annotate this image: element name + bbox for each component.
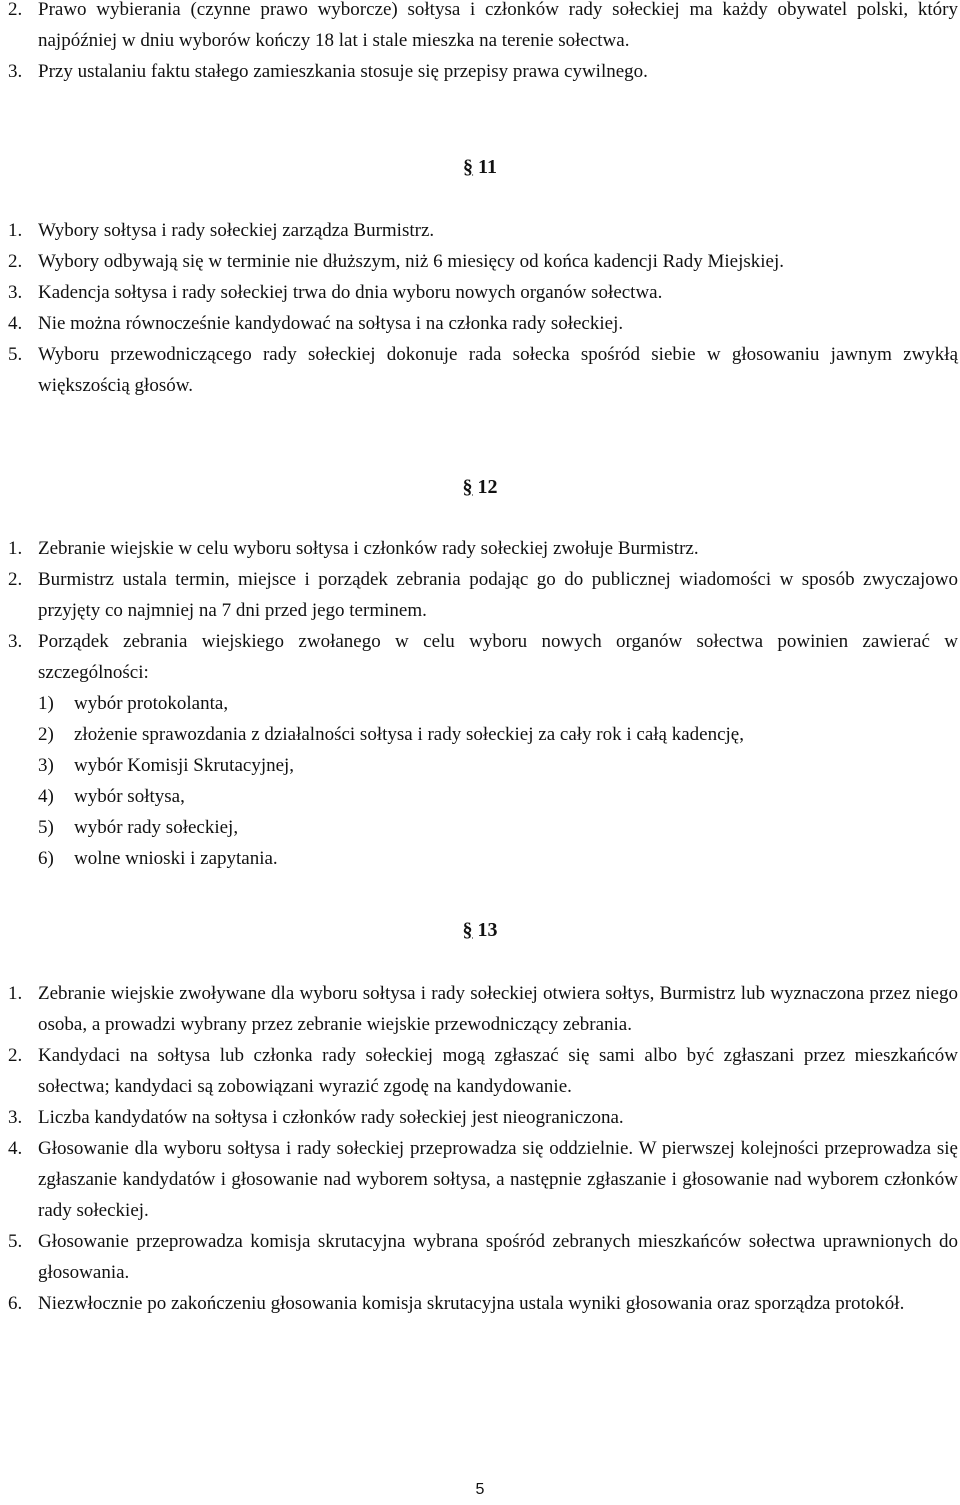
sub-item-number: 2): [38, 724, 54, 745]
item-text: Głosowanie przeprowadza komisja skrutacyjna wybrana spośród zebranych mieszkańców sołectwa uprawnionych do głosowania.: [38, 1231, 958, 1283]
sub-item-number: 4): [38, 786, 54, 807]
sub-list-item: [8, 750, 958, 781]
item-text: Burmistrz ustala termin, miejsce i porządek zebrania podając go do publicznej wiadomości w sposób zwyczajowo przyjęty co najmniej na 7 dni przed jego terminem.: [38, 569, 958, 621]
sub-item-number: 5): [38, 817, 54, 838]
item-text: Nie można równocześnie kandydować na sołtysa i na członka rady sołeckiej.: [38, 313, 624, 334]
sub-list-item: [8, 812, 958, 843]
list-item: [8, 564, 958, 626]
item-number: 1.: [8, 220, 23, 241]
item-text: Zebranie wiejskie w celu wyboru sołtysa i członków rady sołeckiej zwołuje Burmistrz.: [38, 538, 699, 559]
section-10-continued: [8, 0, 958, 87]
section-number: 13: [477, 919, 498, 941]
item-number: 4.: [8, 313, 23, 334]
list-item: [8, 1040, 958, 1102]
item-number: 3.: [8, 1107, 23, 1128]
item-text: Głosowanie dla wyboru sołtysa i rady sołeckiej przeprowadza się oddzielnie. W pierwszej kolejności przeprowadza się zgłaszanie kandydatów i głosowanie nad wyborem sołtysa, a następnie zgłaszanie i głosowanie nad wyborem członków rady sołeckiej.: [38, 1138, 958, 1221]
section-12-body: [8, 533, 958, 874]
list-item: [8, 978, 958, 1040]
list-item: [8, 1133, 958, 1226]
sub-item-text: wolne wnioski i zapytania.: [74, 848, 278, 869]
item-number: 5.: [8, 344, 23, 365]
sub-item-number: 1): [38, 693, 54, 714]
list-item: [8, 626, 958, 688]
list-item: [8, 246, 958, 277]
item-text: Porządek zebrania wiejskiego zwołanego w celu wyboru nowych organów sołectwa powinien zawierać w szczególności:: [38, 631, 958, 683]
sub-list-item: [8, 719, 958, 750]
sub-item-text: wybór protokolanta,: [74, 693, 229, 714]
sub-item-number: 3): [38, 755, 54, 776]
item-text: Niezwłocznie po zakończeniu głosowania komisja skrutacyjna ustala wyniki głosowania oraz sporządza protokół.: [38, 1293, 905, 1314]
item-number: 1.: [8, 983, 23, 1004]
item-number: 3.: [8, 282, 23, 303]
item-text: Wybory sołtysa i rady sołeckiej zarządza Burmistrz.: [38, 220, 435, 241]
section-11-body: [8, 215, 958, 401]
item-number: 2.: [8, 569, 23, 590]
item-text: Liczba kandydatów na sołtysa i członków rady sołeckiej jest nieograniczona.: [38, 1107, 624, 1128]
item-text: Kadencja sołtysa i rady sołeckiej trwa do dnia wyboru nowych organów sołectwa.: [38, 282, 663, 303]
section-heading-11: [0, 152, 960, 183]
section-symbol: §: [462, 476, 473, 498]
list-item: [8, 277, 958, 308]
list-item: [8, 339, 958, 401]
item-number: 6.: [8, 1293, 23, 1314]
item-number: 3.: [8, 61, 23, 82]
sub-item-number: 6): [38, 848, 54, 869]
section-symbol: §: [463, 156, 474, 178]
list-item: [8, 1226, 958, 1288]
item-number: 5.: [8, 1231, 23, 1252]
sub-list-item: [8, 781, 958, 812]
section-number: 12: [477, 476, 498, 498]
item-number: 2.: [8, 251, 23, 272]
page-number: 5: [475, 1481, 485, 1498]
sub-list-item: [8, 688, 958, 719]
sub-item-text: wybór rady sołeckiej,: [74, 817, 239, 838]
list-item: [8, 1288, 958, 1319]
list-item: [8, 56, 958, 87]
item-text: Zebranie wiejskie zwoływane dla wyboru sołtysa i rady sołeckiej otwiera sołtys, Burmistrz lub wyznaczona przez niego osoba, a prowadzi wybrany przez zebranie wiejskie przewodniczący zebrania.: [38, 983, 958, 1035]
item-text: Przy ustalaniu faktu stałego zamieszkania stosuje się przepisy prawa cywilnego.: [38, 61, 648, 82]
item-text: Wybory odbywają się w terminie nie dłuższym, niż 6 miesięcy od końca kadencji Rady Miejskiej.: [38, 251, 784, 272]
sub-item-text: wybór Komisji Skrutacyjnej,: [74, 755, 295, 776]
item-text: Wyboru przewodniczącego rady sołeckiej dokonuje rada sołecka spośród siebie w głosowaniu jawnym zwykłą większością głosów.: [38, 344, 958, 396]
list-item: [8, 533, 958, 564]
section-heading-13: [0, 915, 960, 946]
list-item: [8, 215, 958, 246]
section-13-body: [8, 978, 958, 1319]
sub-item-text: złożenie sprawozdania z działalności sołtysa i rady sołeckiej za cały rok i całą kadencję,: [74, 724, 744, 745]
item-number: 1.: [8, 538, 23, 559]
item-number: 3.: [8, 631, 23, 652]
item-text: Kandydaci na sołtysa lub członka rady sołeckiej mogą zgłaszać się sami albo być zgłaszani przez mieszkańców sołectwa; kandydaci są zobowiązani wyrazić zgodę na kandydowanie.: [38, 1045, 958, 1097]
list-item: [8, 308, 958, 339]
section-number: 11: [478, 156, 497, 178]
section-heading-12: [0, 472, 960, 503]
item-text: Prawo wybierania (czynne prawo wyborcze) sołtysa i członków rady sołeckiej ma każdy obywatel polski, który najpóźniej w dniu wyborów kończy 18 lat i stale mieszka na terenie sołectwa.: [38, 0, 958, 51]
sub-item-text: wybór sołtysa,: [74, 786, 185, 807]
section-symbol: §: [462, 919, 473, 941]
list-item: [8, 1102, 958, 1133]
sub-list-item: [8, 843, 958, 874]
list-item: [8, 0, 958, 56]
item-number: 4.: [8, 1138, 23, 1159]
item-number: 2.: [8, 0, 23, 20]
item-number: 2.: [8, 1045, 23, 1066]
